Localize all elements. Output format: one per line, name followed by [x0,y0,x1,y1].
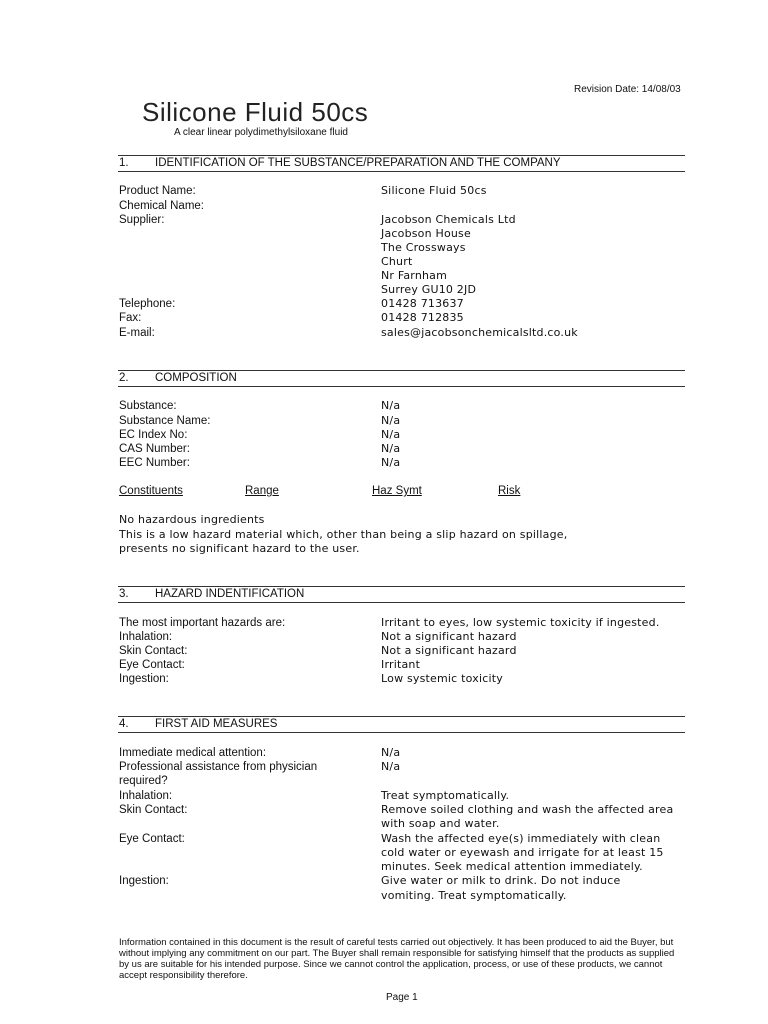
field-value: Not a significant hazard [381,630,517,643]
field-label: EC Index No: [119,429,188,441]
document-subtitle: A clear linear polydimethylsiloxane fluid [174,127,348,138]
field-label: Immediate medical attention: [119,747,267,759]
email-link[interactable]: sales@jacobsonchemicalsltd.co.uk [381,326,578,339]
field-value: N/a [381,399,401,412]
field-value: 01428 713637 [381,297,464,310]
section-number: 2. [119,372,129,384]
field-label: Inhalation: [119,631,173,643]
field-label: required? [119,775,168,787]
section-heading: COMPOSITION [155,372,237,384]
section-2-header [118,370,685,387]
section-number: 3. [119,588,129,600]
field-value: Nr Farnham [381,269,448,282]
field-label: Substance: [119,400,177,412]
field-value: Irritant [381,658,421,671]
field-value: Remove soiled clothing and wash the affected area [381,803,674,816]
field-value: Jacobson Chemicals Ltd [381,213,516,226]
field-value: minutes. Seek medical attention immediately. [381,860,643,873]
composition-note: No hazardous ingredients [119,513,265,526]
field-value: N/a [381,442,401,455]
field-label: Ingestion: [119,673,169,685]
field-label: Skin Contact: [119,645,188,657]
field-label: Eye Contact: [119,833,185,845]
field-label: Substance Name: [119,415,211,427]
field-label: Ingestion: [119,875,169,887]
field-value: cold water or eyewash and irrigate for at least 15 [381,846,664,859]
column-header-range: Range [245,485,279,497]
composition-note: presents no significant hazard to the user. [119,542,360,555]
section-4-header [118,716,685,733]
section-number: 4. [119,718,129,730]
field-value: N/a [381,428,401,441]
field-value: N/a [381,456,401,469]
field-value: N/a [381,414,401,427]
document-title: Silicone Fluid 50cs [142,97,369,127]
section-heading: IDENTIFICATION OF THE SUBSTANCE/PREPARATION AND THE COMPANY [155,157,561,169]
field-value: Churt [381,255,413,268]
field-value: Irritant to eyes, low systemic toxicity if ingested. [381,616,660,629]
section-number: 1. [119,157,129,169]
field-value: Low systemic toxicity [381,672,503,685]
field-value: Surrey GU10 2JD [381,283,477,296]
field-value: Treat symptomatically. [381,789,510,802]
page-number: Page 1 [386,992,418,1003]
field-label: Product Name: [119,185,196,197]
column-header-haz-symt: Haz Symt [372,485,422,497]
field-value: The Crossways [381,241,466,254]
field-label: Fax: [119,312,142,324]
field-value: vomiting. Treat symptomatically. [381,889,567,902]
disclaimer-note: Information contained in this document is the result of careful tests carried out objectively. It has been produced to aid the Buyer, but without implying any commitment on our part. The Buyer shall remain responsible for satisfying himself that the products as supplied by us are suitable for his intended purpose. Since we cannot control the application, process, or use of these products, we cannot accept responsibility therefore. [119,937,675,981]
column-header-constituents: Constituents [119,485,183,497]
field-label: Chemical Name: [119,200,204,212]
field-label: The most important hazards are: [119,617,286,629]
field-value: Silicone Fluid 50cs [381,184,487,197]
section-heading: HAZARD INDENTIFICATION [155,588,305,600]
field-value: with soap and water. [381,817,500,830]
field-value: Not a significant hazard [381,644,517,657]
column-header-risk: Risk [498,485,521,497]
section-1-header [118,155,685,172]
field-label: EEC Number: [119,457,190,469]
section-3-header [118,586,685,603]
field-label: Skin Contact: [119,804,188,816]
field-value: Jacobson House [381,227,471,240]
composition-note: This is a low hazard material which, other than being a slip hazard on spillage, [119,528,568,541]
field-label: Inhalation: [119,790,173,802]
field-value: N/a [381,760,401,773]
field-label: CAS Number: [119,443,190,455]
field-label: Telephone: [119,298,176,310]
field-value: Give water or milk to drink. Do not induce [381,874,621,887]
field-label: Professional assistance from physician [119,761,318,773]
field-value: Wash the affected eye(s) immediately with clean [381,832,661,845]
field-value: 01428 712835 [381,311,464,324]
field-label: E-mail: [119,327,155,339]
field-value: N/a [381,746,401,759]
revision-date: Revision Date: 14/08/03 [574,84,681,95]
section-heading: FIRST AID MEASURES [155,718,278,730]
field-label: Supplier: [119,214,165,226]
field-label: Eye Contact: [119,659,185,671]
